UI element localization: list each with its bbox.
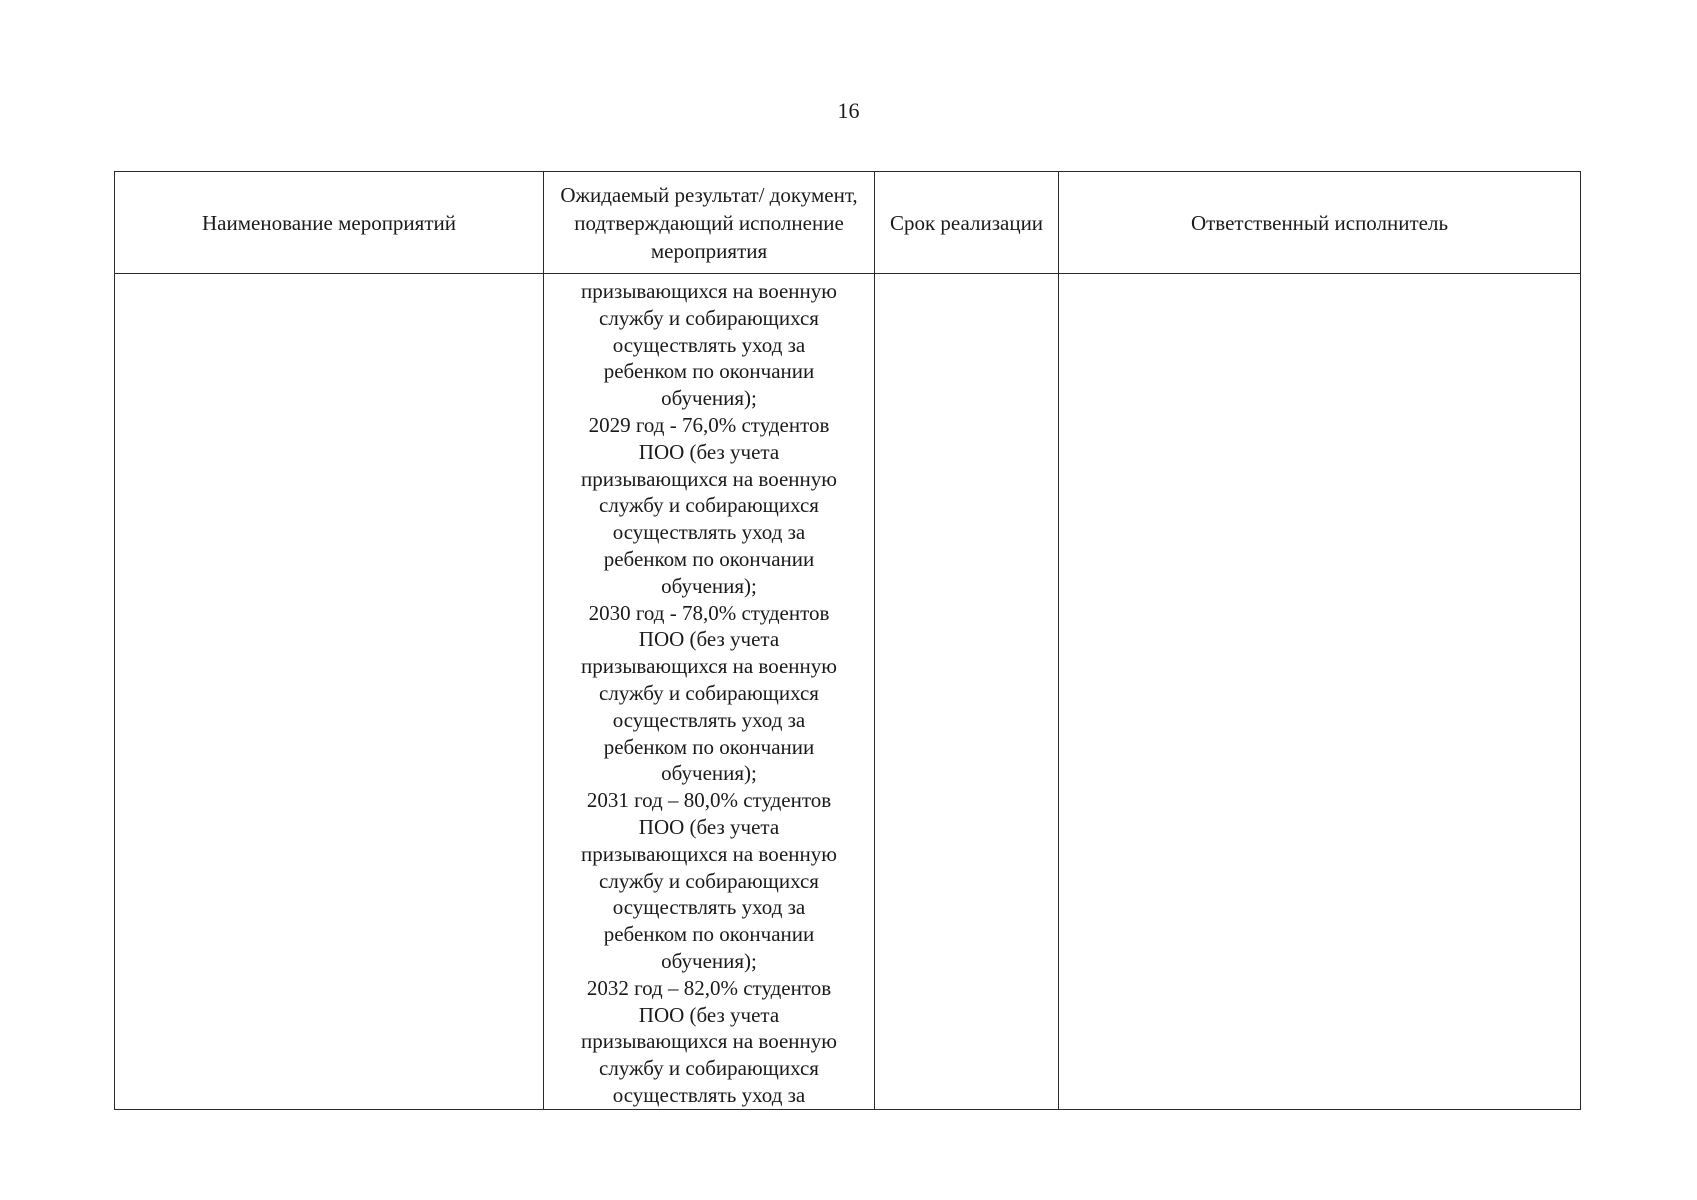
result-line: службу и собирающихся bbox=[599, 1056, 819, 1081]
result-line: ПОО (без учета bbox=[638, 627, 780, 652]
expected-result-text bbox=[544, 274, 874, 1109]
result-line: ПОО (без учета bbox=[638, 1002, 780, 1027]
header-responsible-label: Ответственный исполнитель bbox=[1190, 210, 1449, 235]
header-term bbox=[875, 172, 1059, 274]
header-activity-name-label: Наименование мероприятий bbox=[202, 210, 456, 235]
result-line: призывающихся на военную bbox=[581, 1029, 837, 1054]
result-line: 2032 год – 82,0% студентов bbox=[586, 975, 832, 1000]
result-line: осуществлять уход за bbox=[612, 520, 806, 545]
result-line: службу и собирающихся bbox=[599, 493, 819, 518]
result-line: призывающихся на военную bbox=[581, 654, 837, 679]
result-line: ребенком по окончании bbox=[603, 359, 815, 384]
result-line: призывающихся на военную bbox=[581, 466, 837, 491]
cell-activity-name bbox=[115, 274, 544, 1110]
result-line: ребенком по окончании bbox=[603, 734, 815, 759]
activities-table bbox=[114, 171, 1581, 1110]
header-expected-result bbox=[544, 172, 875, 274]
result-line: обучения); bbox=[661, 573, 757, 598]
header-expected-result-label: Ожидаемый результат/ документ, подтверждающий исполнение мероприятия bbox=[560, 182, 858, 263]
result-line: обучения); bbox=[661, 761, 757, 786]
header-term-label: Срок реализации bbox=[889, 210, 1044, 235]
result-line: ПОО (без учета bbox=[638, 814, 780, 839]
result-line: 2029 год - 76,0% студентов bbox=[588, 412, 830, 437]
result-line: осуществлять уход за bbox=[612, 1082, 806, 1107]
result-line: осуществлять уход за bbox=[612, 707, 806, 732]
result-line: службу и собирающихся bbox=[599, 680, 819, 705]
header-activity-name bbox=[115, 172, 544, 274]
result-line: службу и собирающихся bbox=[599, 305, 819, 330]
result-line: осуществлять уход за bbox=[612, 332, 806, 357]
cell-term bbox=[875, 274, 1059, 1110]
table-row bbox=[115, 274, 1581, 1110]
result-line: ребенком по окончании bbox=[603, 922, 815, 947]
result-line: обучения); bbox=[661, 386, 757, 411]
page-number: 16 bbox=[837, 98, 860, 123]
result-line: службу и собирающихся bbox=[599, 868, 819, 893]
result-line: 2030 год - 78,0% студентов bbox=[588, 600, 830, 625]
cell-expected-result bbox=[544, 274, 875, 1110]
table-header-row bbox=[115, 172, 1581, 274]
result-line: призывающихся на военную bbox=[581, 279, 837, 303]
cell-responsible bbox=[1059, 274, 1581, 1110]
result-line: осуществлять уход за bbox=[612, 895, 806, 920]
result-line: ПОО (без учета bbox=[638, 439, 780, 464]
result-line: призывающихся на военную bbox=[581, 841, 837, 866]
header-responsible bbox=[1059, 172, 1581, 274]
result-line: ребенком по окончании bbox=[603, 546, 815, 571]
result-line: 2031 год – 80,0% студентов bbox=[586, 788, 832, 813]
result-line: обучения); bbox=[661, 948, 757, 973]
